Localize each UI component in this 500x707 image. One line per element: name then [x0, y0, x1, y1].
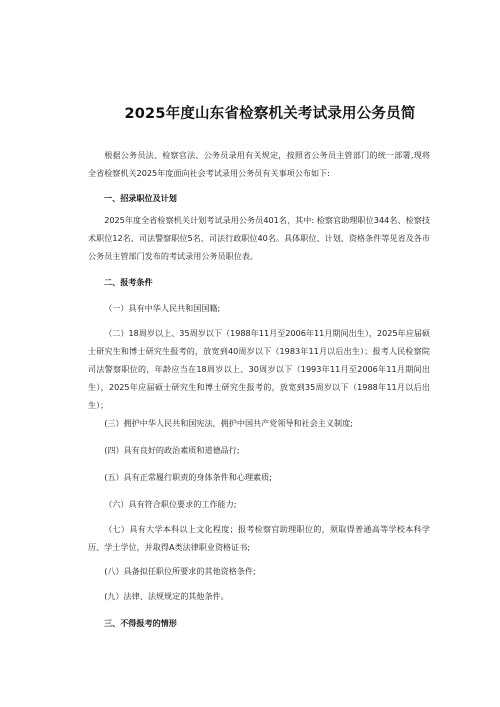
condition-item: （六）具有符合职位要求的工作能力; — [104, 499, 237, 509]
positions-paragraph: 2025年度全省检察机关计划考试录用公务员401名，其中: 检察官助理职位344名、检察技术职位12名、司法警察职位5名、司法行政职位40名。具体职位、计划、资格条件等见省及各市公务员主管部门发布的考试录用公务员职位表。 — [88, 215, 430, 261]
condition-item: (八）具备拟任职位所要求的其他资格条件; — [104, 566, 256, 576]
condition-item: （一）具有中华人民共和国国籍; — [104, 303, 221, 313]
condition-item: (五）具有正常履行职责的身体条件和心理素质; — [104, 472, 272, 482]
condition-item: (九）法律、法规规定的其他条件。 — [104, 591, 229, 601]
condition-item: (四）具有良好的政治素质和道德品行; — [104, 445, 240, 455]
intro-paragraph: 根据公务员法、检察官法、公务员录用有关规定，按照省公务员主管部门的统一部署,现将全省检察机关2025年度面向社会考试录用公务员有关事项公布如下: — [88, 150, 430, 178]
section-heading-conditions: 二、报考条件 — [104, 277, 153, 287]
section-heading-exclusions: 三、不得报考的情形 — [104, 618, 177, 628]
condition-item: (三）拥护中华人民共和国宪法，拥护中国共产党领导和社会主义制度; — [104, 418, 353, 428]
condition-item: （二）18周岁以上、35周岁以下（1988年11月至2006年11月期间出生），2025年应届硕士研究生和博士研究生报考的，放宽到40周岁以下（1983年11月以后出生）；报考人民检察院司法警察职位的，年龄应当在18周岁以上、30周岁以下（1993年11月至2006年11月期间出生），2025年应届硕士研究生和博士研究生报考的，放宽到35周岁以下（1988年11月以后出生）； — [88, 328, 430, 410]
section-heading-positions: 一、招录职位及计划 — [104, 193, 177, 203]
condition-item: （七）具有大学本科以上文化程度；报考检察官助理职位的，须取得普通高等学校本科学历、学士学位，并取得A类法律职业资格证书; — [88, 524, 430, 552]
document-title: 2025年度山东省检察机关考试录用公务员简 — [124, 106, 416, 122]
